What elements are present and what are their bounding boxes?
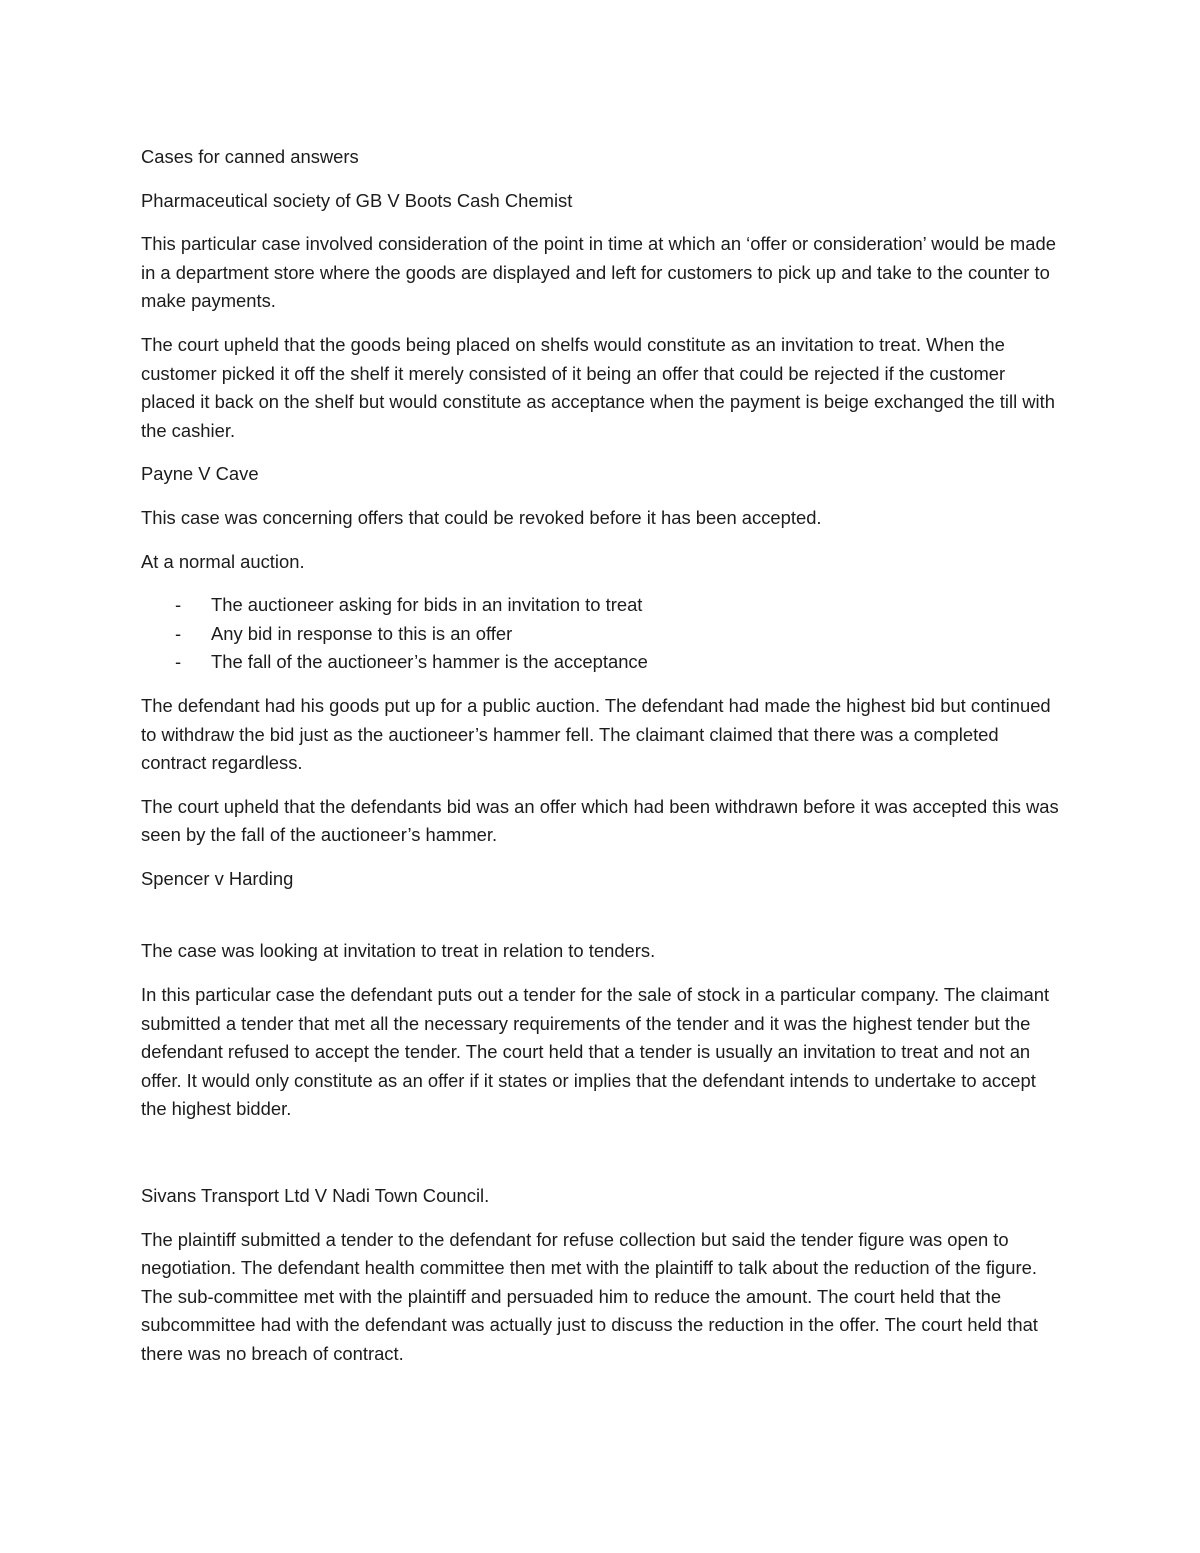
case-paragraph: The defendant had his goods put up for a public auction. The defendant had made the highest bid but continued to withdraw the bid just as the auctioneer’s hammer fell. The claimant claimed that there was a completed contract regardless.	[141, 694, 1051, 774]
case-heading-payne: Payne V Cave	[141, 463, 259, 485]
list-item	[141, 620, 1061, 649]
case-paragraph: At a normal auction.	[141, 550, 305, 572]
bullet-dash: -	[175, 622, 182, 644]
list-item	[141, 591, 1061, 620]
list-item-text: The fall of the auctioneer’s hammer is the acceptance	[211, 651, 648, 673]
list-item-text: The auctioneer asking for bids in an invitation to treat	[211, 594, 643, 616]
list-item-text: Any bid in response to this is an offer	[211, 622, 513, 644]
case-paragraph: This particular case involved consideration of the point in time at which an ‘offer or consideration’ would be made in a department store where the goods are displayed and left for customers to pick up and take to the counter to make payments.	[141, 233, 1056, 312]
document-body	[141, 143, 1061, 1384]
auction-bullet-list	[141, 591, 1061, 677]
bullet-dash: -	[175, 651, 182, 673]
document-title: Cases for canned answers	[141, 146, 359, 167]
case-paragraph: In this particular case the defendant puts out a tender for the sale of stock in a particular company. The claimant submitted a tender that met all the necessary requirements of the tender and it was the highest tender but the defendant refused to accept the tender. The court held that a tender is usually an invitation to treat and not an offer. It would only constitute as an offer if it states or implies that the defendant intends to undertake to accept the highest bidder.	[141, 984, 1050, 1120]
case-paragraph: The plaintiff submitted a tender to the defendant for refuse collection but said the tender figure was open to negotiation. The defendant health committee then met with the plaintiff to talk about the reduction of the figure. The sub-committee met with the plaintiff and persuaded him to reduce the amount. The court held that the subcommittee had with the defendant was actually just to discuss the reduction in the offer. The court held that there was no breach of contract.	[141, 1228, 1038, 1364]
bullet-dash: -	[175, 594, 182, 616]
case-paragraph: The case was looking at invitation to treat in relation to tenders.	[141, 940, 656, 962]
list-item	[141, 648, 1061, 677]
case-paragraph: This case was concerning offers that could be revoked before it has been accepted.	[141, 506, 822, 528]
case-heading-spencer: Spencer v Harding	[141, 867, 294, 889]
case-paragraph: The court upheld that the defendants bid was an offer which had been withdrawn before it was accepted this was seen by the fall of the auctioneer’s hammer.	[141, 795, 1059, 846]
case-heading-boots: Pharmaceutical society of GB V Boots Cash Chemist	[141, 189, 573, 211]
case-heading-sivans: Sivans Transport Ltd V Nadi Town Council.	[141, 1185, 490, 1207]
case-paragraph: The court upheld that the goods being placed on shelfs would constitute as an invitation to treat. When the customer picked it off the shelf it merely consisted of it being an offer that could be rejected if the customer placed it back on the shelf but would constitute as acceptance when the payment is beige exchanged the till with the cashier.	[141, 333, 1055, 441]
